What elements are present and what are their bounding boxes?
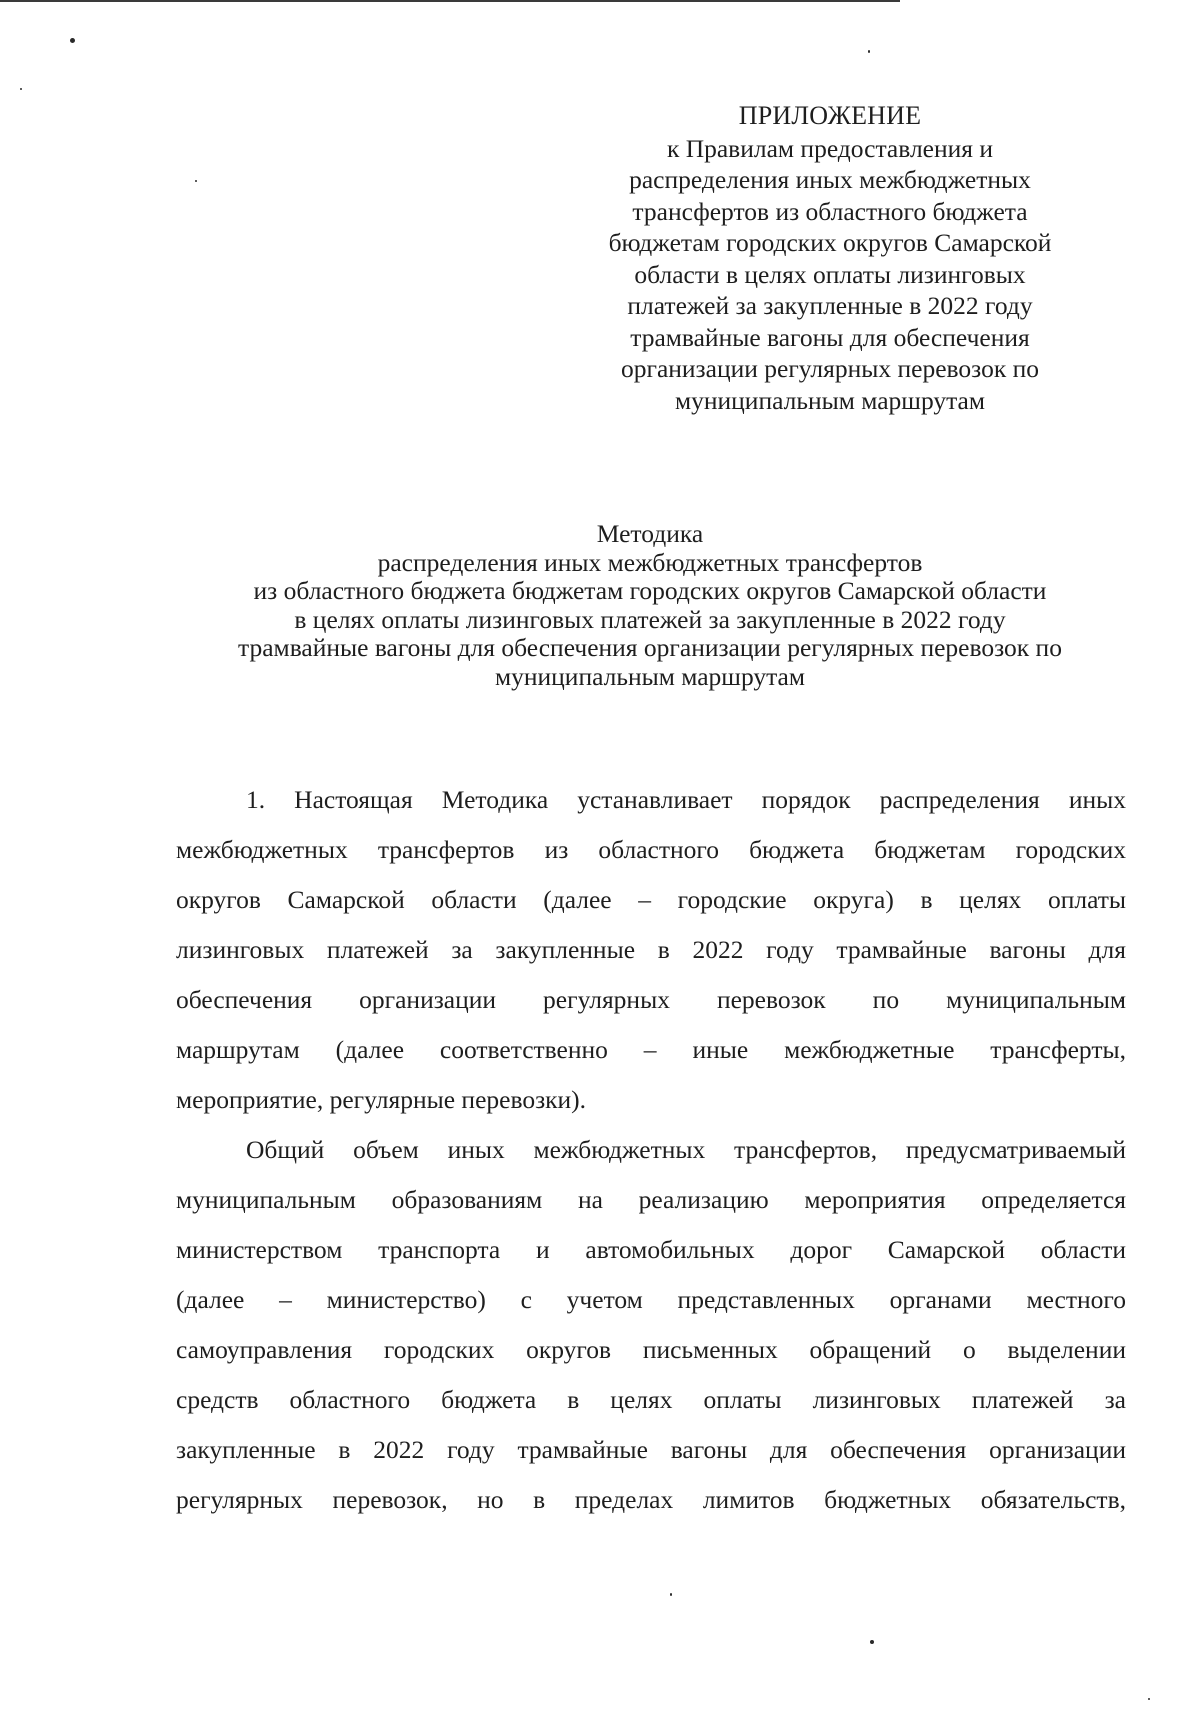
appendix-header xyxy=(560,100,1100,416)
paragraph-line: закупленные в 2022 году трамвайные вагоны для обеспечения организации xyxy=(176,1435,1126,1464)
appendix-line: трансфертов из областного бюджета xyxy=(632,196,1028,226)
paragraph-line: мероприятие, регулярные перевозки). xyxy=(176,1085,587,1114)
appendix-line: муниципальным маршрутам xyxy=(674,385,986,415)
paragraph-line: 1. Настоящая Методика устанавливает порядок распределения иных xyxy=(246,785,1126,814)
paragraph-line: округов Самарской области (далее – городские округа) в целях оплаты xyxy=(176,885,1126,914)
methodology-subtitle-line: в целях оплаты лизинговых платежей за закупленные в 2022 году xyxy=(294,604,1006,634)
methodology-subtitle-line: муниципальным маршрутам xyxy=(494,661,806,691)
scan-speck xyxy=(1148,1698,1150,1700)
methodology-subtitle-line: распределения иных межбюджетных трансфертов xyxy=(377,547,923,577)
scan-speck xyxy=(70,38,75,43)
methodology-title: Методика xyxy=(596,519,704,548)
paragraph-2 xyxy=(176,1125,1126,1525)
paragraph-line: Общий объем иных межбюджетных трансфертов, предусматриваемый xyxy=(246,1135,1126,1164)
appendix-line: организации регулярных перевозок по xyxy=(620,354,1040,383)
paragraph-line: маршрутам (далее соответственно – иные межбюджетные трансферты, xyxy=(176,1035,1126,1064)
paragraph-line: министерством транспорта и автомобильных дорог Самарской области xyxy=(176,1235,1126,1264)
paragraph-line: межбюджетных трансфертов из областного бюджета бюджетам городских xyxy=(176,835,1126,864)
paragraph-line: лизинговых платежей за закупленные в 2022 году трамвайные вагоны для xyxy=(176,935,1126,964)
scan-speck xyxy=(868,50,870,53)
appendix-line: бюджетам городских округов Самарской xyxy=(608,228,1052,257)
scan-speck xyxy=(870,1640,874,1644)
methodology-subtitle-line: из областного бюджета бюджетам городских округов Самарской области xyxy=(253,576,1047,605)
methodology-subtitle-line: трамвайные вагоны для обеспечения организации регулярных перевозок по xyxy=(238,633,1062,662)
scan-speck xyxy=(195,180,197,182)
paragraph-line: (далее – министерство) с учетом представленных органами местного xyxy=(176,1285,1126,1314)
appendix-heading: ПРИЛОЖЕНИЕ xyxy=(738,101,922,130)
paragraph-line: обеспечения организации регулярных перевозок по муниципальным xyxy=(176,985,1126,1014)
appendix-line: к Правилам предоставления и xyxy=(666,133,994,163)
appendix-line: распределения иных межбюджетных xyxy=(629,165,1031,194)
paragraph-line: самоуправления городских округов письменных обращений о выделении xyxy=(176,1335,1126,1364)
paragraph-line: средств областного бюджета в целях оплаты лизинговых платежей за xyxy=(176,1385,1126,1414)
appendix-line: платежей за закупленные в 2022 году xyxy=(627,291,1033,320)
paragraph-line: муниципальным образованиям на реализацию мероприятия определяется xyxy=(176,1185,1126,1214)
appendix-line: области в целях оплаты лизинговых xyxy=(634,259,1026,289)
scan-speck xyxy=(20,88,22,90)
scan-speck xyxy=(670,1593,672,1596)
methodology-title-block xyxy=(130,520,1170,691)
paragraph-1 xyxy=(176,775,1126,1125)
paragraph-line: регулярных перевозок, но в пределах лимитов бюджетных обязательств, xyxy=(176,1485,1126,1514)
appendix-line: трамвайные вагоны для обеспечения xyxy=(630,322,1030,352)
scan-top-edge xyxy=(0,0,900,2)
